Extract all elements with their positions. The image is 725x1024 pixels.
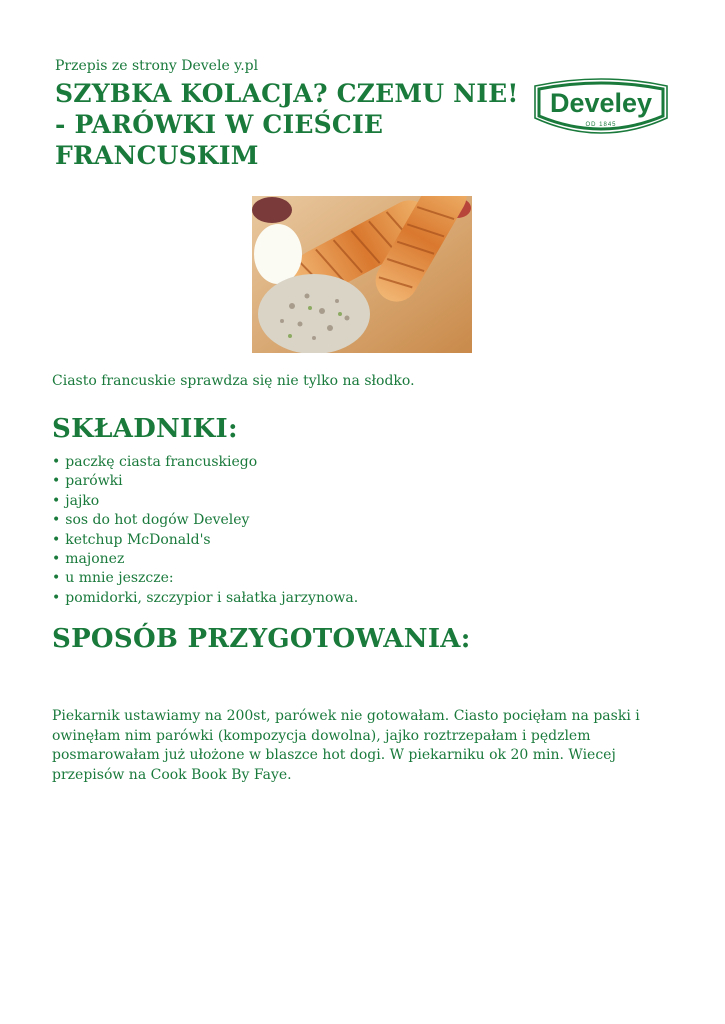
logo-tagline: OD 1845 — [585, 122, 617, 128]
page-title: SZYBKA KOLACJA? CZEMU NIE! - PARÓWKI W CIEŚCIE FRANCUSKIM — [55, 79, 519, 170]
ingredient-item: • paczkę ciasta francuskiego — [52, 453, 358, 472]
ingredients-heading: SKŁADNIKI: — [52, 414, 238, 444]
develey-logo — [532, 74, 670, 140]
ingredient-item: • parówki — [52, 472, 358, 491]
develey-logo-icon — [532, 74, 670, 140]
method-heading: SPOSÓB PRZYGOTOWANIA: — [52, 624, 471, 654]
logo-brand: Develey — [549, 88, 653, 118]
ingredient-item: • jajko — [52, 492, 358, 511]
source-text: Przepis ze strony Devele y.pl — [55, 58, 259, 74]
ingredient-item: • u mnie jeszcze: — [52, 569, 358, 588]
ingredients-list — [52, 453, 358, 608]
recipe-photo — [252, 196, 472, 353]
ingredient-item: • ketchup McDonald's — [52, 531, 358, 550]
ingredient-item: • sos do hot dogów Develey — [52, 511, 358, 530]
ingredient-item: • pomidorki, szczypior i sałatka jarzynowa. — [52, 589, 358, 608]
lead-text: Ciasto francuskie sprawdza się nie tylko na słodko. — [52, 373, 415, 389]
method-text: Piekarnik ustawiamy na 200st, parówek nie gotowałam. Ciasto pocięłam na paski i owinęłam nim parówki (kompozycja dowolna), jajko roztrzepałam i pędzlem posmarowałam już ułożone w blaszce hot dogi. W piekarniku ok 20 min. Wiecej przepisów na Cook Book By Faye. — [52, 708, 640, 783]
ingredient-item: • majonez — [52, 550, 358, 569]
